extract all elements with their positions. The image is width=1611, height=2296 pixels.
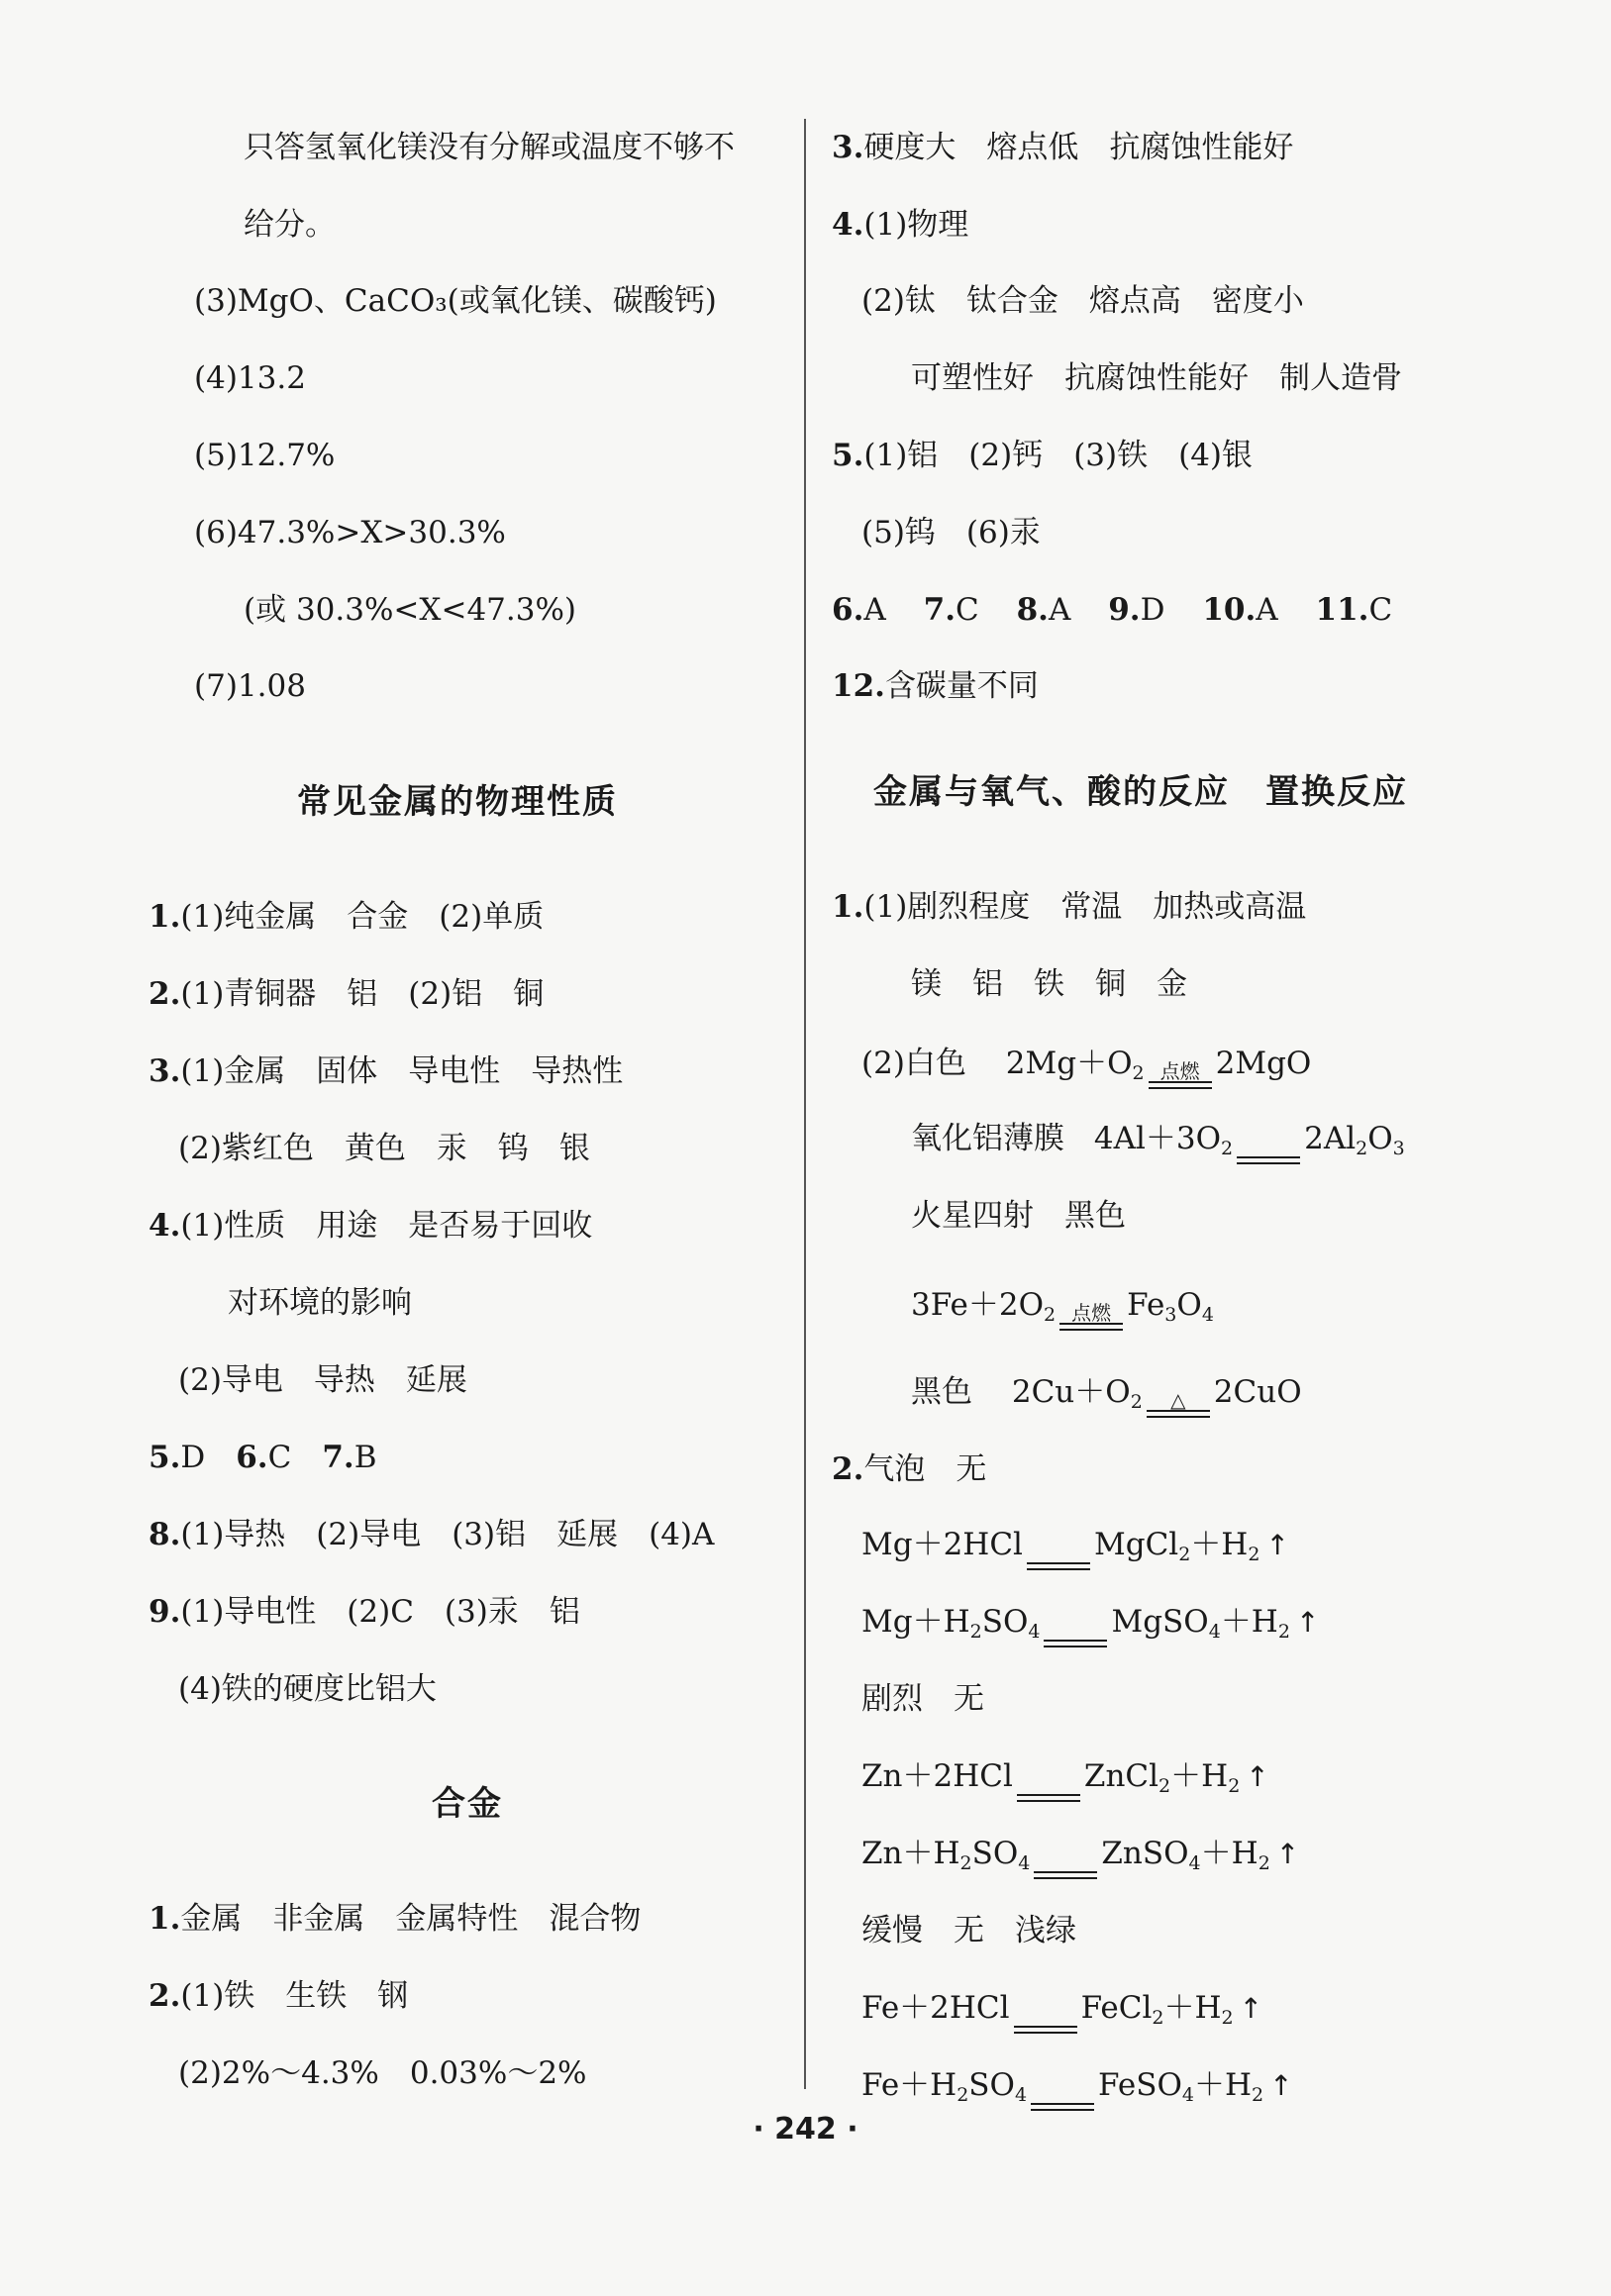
equation-right: $ZnSO_4+H_2$ xyxy=(1101,1836,1270,1874)
equation-line xyxy=(861,1044,1311,1093)
answer-line xyxy=(149,1515,714,1554)
equation-left: $3Fe+2O_2$ xyxy=(911,1287,1057,1326)
answer-text: (2)白色 xyxy=(861,1046,966,1081)
answer-line xyxy=(149,1976,408,2016)
gas-arrow-icon: ↑ xyxy=(1246,1760,1269,1793)
answer-line: 可塑性好 抗腐蚀性能好 制人造骨 xyxy=(911,360,1402,396)
equals-sign xyxy=(1044,1640,1107,1647)
equation-line xyxy=(861,1602,1319,1651)
answer-text: (1)铝 (2)钙 (3)铁 (4)银 xyxy=(863,438,1254,473)
question-number: 9. xyxy=(1108,592,1141,628)
equation-line xyxy=(861,2065,1293,2115)
question-number: 10. xyxy=(1202,592,1257,628)
page-number: · 242 · xyxy=(753,2112,858,2146)
equation-right: $FeSO_4+H_2$ xyxy=(1098,2067,1264,2106)
equals-sign xyxy=(1147,1390,1210,1418)
question-number: 11. xyxy=(1315,592,1369,628)
gas-arrow-icon: ↑ xyxy=(1269,2069,1293,2102)
gas-arrow-icon: ↑ xyxy=(1239,1992,1263,2025)
question-number: 4. xyxy=(832,207,864,243)
equation-line xyxy=(911,1285,1214,1335)
section-heading: 金属与氧气、酸的反应 置换反应 xyxy=(873,772,1408,812)
answer-line: 对环境的影响 xyxy=(228,1285,412,1321)
answer-line: 镁 铝 铁 铜 金 xyxy=(911,966,1187,1002)
mcq-answer: D xyxy=(1140,592,1165,628)
condition-label: 点燃 xyxy=(1071,1301,1112,1325)
answer-line xyxy=(832,128,1293,167)
answer-text: C xyxy=(267,1440,323,1475)
answer-line: (4)铁的硬度比铝大 xyxy=(178,1671,437,1707)
mcq-answer: C xyxy=(956,592,979,628)
answer-line xyxy=(149,1438,377,1477)
equals-sign xyxy=(1034,1871,1097,1879)
equation-left: Zn＋2HCl xyxy=(861,1758,1013,1794)
mcq-answer: A xyxy=(1256,592,1278,628)
answer-text: D xyxy=(180,1440,237,1475)
answer-text: (1)导热 (2)导电 (3)铝 延展 (4)A xyxy=(180,1517,715,1552)
question-number: 3. xyxy=(832,130,864,165)
equals-sign xyxy=(1017,1794,1080,1802)
equation-right: 2MgO xyxy=(1215,1046,1312,1081)
equation-left: $Zn+H_2SO_4$ xyxy=(861,1836,1031,1874)
answer-text: 气泡 无 xyxy=(863,1451,987,1487)
text-line: (6)47.3%>X>30.3% xyxy=(194,515,506,550)
equation-line xyxy=(861,1756,1269,1806)
answer-text: 氧化铝薄膜 xyxy=(911,1121,1064,1156)
answer-line xyxy=(149,1592,580,1632)
question-number: 7. xyxy=(923,592,956,628)
equals-sign xyxy=(1031,2103,1094,2111)
equals-sign xyxy=(1149,1061,1212,1089)
answer-line: (2)紫红色 黄色 汞 钨 银 xyxy=(178,1131,590,1166)
question-number: 9. xyxy=(149,1594,181,1630)
answer-text: (1)铁 生铁 钢 xyxy=(180,1978,409,2014)
answer-text: (1)物理 xyxy=(863,207,969,243)
condition-label: 点燃 xyxy=(1159,1059,1200,1083)
answer-text: 金属 非金属 金属特性 混合物 xyxy=(180,1901,642,1937)
answer-line xyxy=(832,436,1253,475)
gas-arrow-icon: ↑ xyxy=(1265,1529,1289,1561)
gas-arrow-icon: ↑ xyxy=(1295,1606,1320,1639)
mcq-answers xyxy=(832,590,1392,630)
answer-text: (1)纯金属 合金 (2)单质 xyxy=(180,899,545,935)
equals-sign xyxy=(1027,1562,1090,1570)
equation-line xyxy=(861,1988,1262,2038)
mcq-answer: A xyxy=(863,592,886,628)
text-line: (或 30.3%<X<47.3%) xyxy=(244,592,577,628)
equation-line xyxy=(861,1525,1289,1574)
question-number: 8. xyxy=(1016,592,1049,628)
equation-left: $Fe+H_2SO_4$ xyxy=(861,2067,1028,2106)
answer-line: (2)导电 导热 延展 xyxy=(178,1362,467,1398)
question-number: 3. xyxy=(149,1053,181,1089)
question-number: 1. xyxy=(832,889,864,925)
equation-left: Mg＋2HCl xyxy=(861,1527,1023,1562)
question-number: 2. xyxy=(149,1978,181,2014)
answer-text: B xyxy=(353,1440,377,1475)
equals-sign xyxy=(1014,2026,1077,2034)
answer-text: (1)金属 固体 导电性 导热性 xyxy=(180,1053,624,1089)
question-number: 1. xyxy=(149,1901,181,1937)
answer-line: 火星四射 黑色 xyxy=(911,1198,1126,1234)
text-line: (5)12.7% xyxy=(194,438,336,473)
section-heading: 合金 xyxy=(432,1784,503,1824)
question-number: 2. xyxy=(832,1451,864,1487)
equals-sign xyxy=(1059,1303,1123,1331)
answer-line xyxy=(832,205,968,245)
answer-line: 缓慢 无 浅绿 xyxy=(861,1913,1076,1948)
equation-right: $MgCl_2+H_2$ xyxy=(1093,1527,1260,1565)
answer-line: (5)钨 (6)汞 xyxy=(861,515,1041,550)
answer-text: 硬度大 熔点低 抗腐蚀性能好 xyxy=(863,130,1294,165)
question-number: 1. xyxy=(149,899,181,935)
question-number: 8. xyxy=(149,1517,181,1552)
equation-right: $Fe_3O_4$ xyxy=(1127,1287,1214,1326)
answer-line: 剧烈 无 xyxy=(861,1681,984,1717)
answer-line xyxy=(832,666,1039,706)
equation-line xyxy=(911,1119,1405,1168)
answer-text: (1)青铜器 铝 (2)铝 铜 xyxy=(180,976,545,1012)
gas-arrow-icon: ↑ xyxy=(1275,1838,1300,1870)
equation-right: $2Al_2O_3$ xyxy=(1304,1121,1405,1159)
answer-line xyxy=(149,897,544,937)
mcq-answer: C xyxy=(1368,592,1393,628)
answer-line xyxy=(832,1449,986,1489)
answer-line xyxy=(149,974,544,1014)
answer-line: (2)钛 钛合金 熔点高 密度小 xyxy=(861,283,1304,319)
answer-line xyxy=(832,887,1306,927)
equation-left: $2Cu+O_2$ xyxy=(1011,1374,1143,1413)
answer-text: 含碳量不同 xyxy=(884,668,1039,704)
question-number: 4. xyxy=(149,1208,181,1244)
question-number: 7. xyxy=(322,1440,354,1475)
question-number: 12. xyxy=(832,668,885,704)
equation-left: $4Al+3O_2$ xyxy=(1093,1121,1234,1159)
column-divider xyxy=(804,119,806,2089)
mcq-answer: A xyxy=(1048,592,1071,628)
condition-label: △ xyxy=(1170,1388,1186,1412)
text-line: 给分。 xyxy=(244,207,336,243)
answer-text: (1)性质 用途 是否易于回收 xyxy=(180,1208,593,1244)
equation-right: $MgSO_4+H_2$ xyxy=(1111,1604,1290,1643)
answer-text: 黑色 xyxy=(911,1374,972,1410)
equation-line xyxy=(911,1372,1302,1422)
question-number: 5. xyxy=(149,1440,181,1475)
section-heading: 常见金属的物理性质 xyxy=(297,782,618,822)
question-number: 5. xyxy=(832,438,864,473)
equation-right: $ZnCl_2+H_2$ xyxy=(1083,1758,1241,1797)
answer-text: (1)导电性 (2)C (3)汞 铝 xyxy=(180,1594,580,1630)
answer-line xyxy=(149,1051,623,1091)
equation-right: 2CuO xyxy=(1213,1374,1302,1410)
question-number: 6. xyxy=(236,1440,268,1475)
text-line: (7)1.08 xyxy=(194,668,306,704)
text-line: 只答氢氧化镁没有分解或温度不够不 xyxy=(244,130,735,165)
equation-left: Fe＋2HCl xyxy=(861,1990,1010,2026)
question-number: 6. xyxy=(832,592,864,628)
text-line: (4)13.2 xyxy=(194,360,306,396)
equation-right: $FeCl_2+H_2$ xyxy=(1080,1990,1234,2029)
text-line: (3)MgO、CaCO₃(或氧化镁、碳酸钙) xyxy=(194,283,717,319)
equation-left: $2Mg+O_2$ xyxy=(1005,1046,1145,1084)
answer-line xyxy=(149,1899,641,1939)
equation-left: $Mg+H_2SO_4$ xyxy=(861,1604,1041,1643)
answer-line: (2)2%～4.3% 0.03%～2% xyxy=(178,2055,587,2091)
answer-line xyxy=(149,1206,592,1246)
equals-sign xyxy=(1237,1156,1300,1164)
equation-line xyxy=(861,1834,1299,1883)
answer-text: (1)剧烈程度 常温 加热或高温 xyxy=(863,889,1307,925)
question-number: 2. xyxy=(149,976,181,1012)
